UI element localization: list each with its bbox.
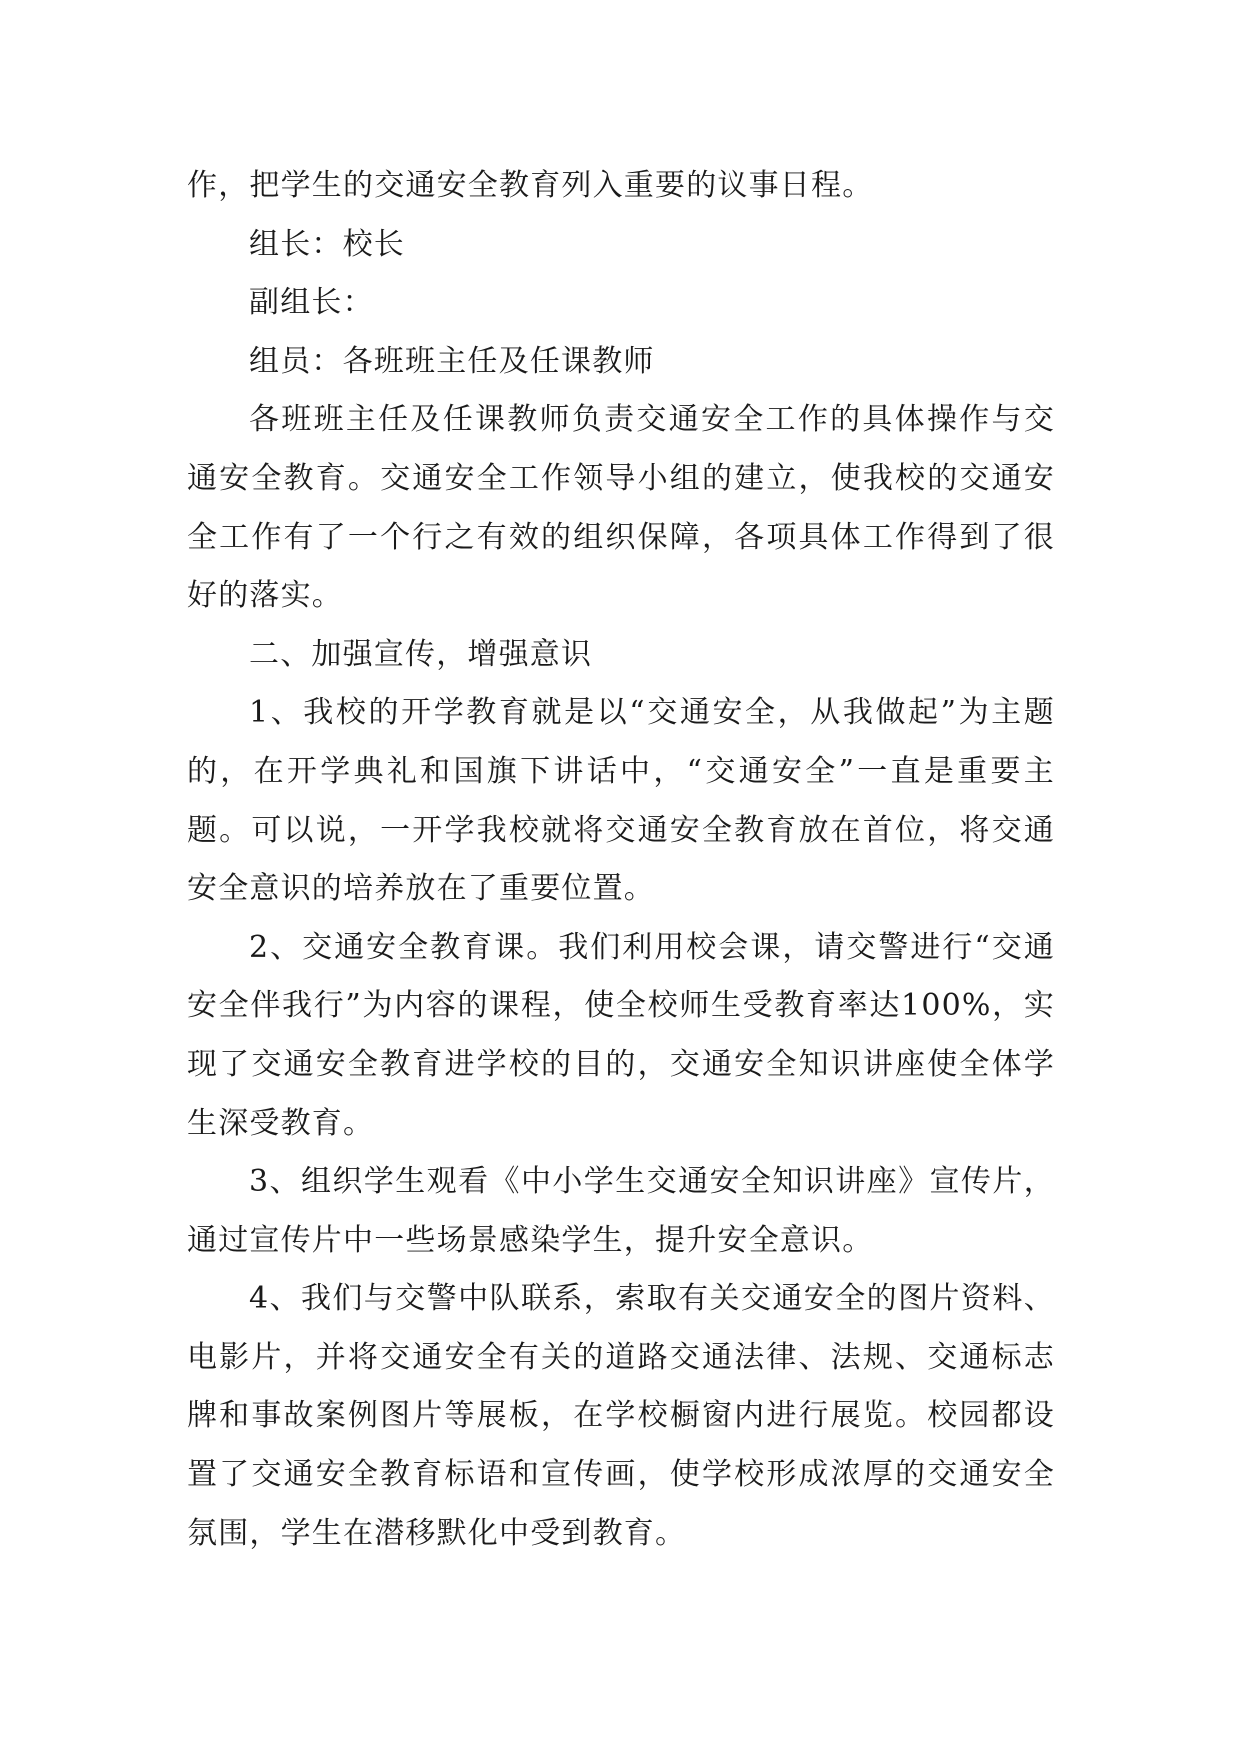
paragraph-group-leader: 组长：校长 xyxy=(249,226,405,262)
paragraph-responsibility: 各班班主任及任课教师负责交通安全工作的具体操作与交通安全教育。交通安全工作领导小组的建立，使我校的交通安全工作有了一个行之有效的组织保障，各项具体工作得到了很好的落实。 xyxy=(187,402,1055,614)
paragraph-item-2: 2、交通安全教育课。我们利用校会课，请交警进行“交通安全伴我行”为内容的课程，使全校师生受教育率达100%，实现了交通安全教育进学校的目的，交通安全知识讲座使全体学生深受教育。 xyxy=(187,929,1055,1141)
section-heading-publicity: 二、加强宣传，增强意识 xyxy=(249,636,593,672)
paragraph-continuation: 作，把学生的交通安全教育列入重要的议事日程。 xyxy=(187,168,874,203)
paragraph-group-members: 组员：各班班主任及任课教师 xyxy=(249,343,655,379)
paragraph-deputy-leader: 副组长： xyxy=(249,285,374,321)
paragraph-item-1: 1、我校的开学教育就是以“交通安全，从我做起”为主题的，在开学典礼和国旗下讲话中，“交通安全”一直是重要主题。可以说，一开学我校就将交通安全教育放在首位，将交通安全意识的培养放在了重要位置。 xyxy=(187,695,1055,907)
document-body xyxy=(187,157,1055,1563)
paragraph-item-3: 3、组织学生观看《中小学生交通安全知识讲座》宣传片，通过宣传片中一些场景感染学生，提升安全意识。 xyxy=(187,1164,1055,1258)
paragraph-item-4: 4、我们与交警中队联系，索取有关交通安全的图片资料、电影片，并将交通安全有关的道路交通法律、法规、交通标志牌和事故案例图片等展板，在学校橱窗内进行展览。校园都设置了交通安全教育标语和宣传画，使学校形成浓厚的交通安全氛围，学生在潜移默化中受到教育。 xyxy=(187,1281,1055,1551)
